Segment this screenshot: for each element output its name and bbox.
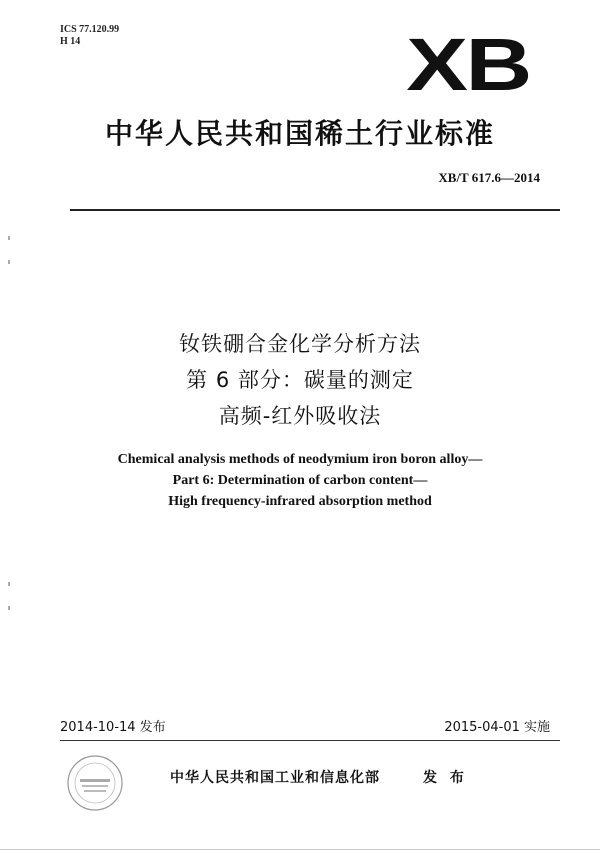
- publish-label: 发 布: [423, 770, 468, 786]
- publisher-name: 中华人民共和国工业和信息化部: [170, 770, 380, 786]
- header-divider: [70, 209, 560, 211]
- scan-mark: [8, 236, 10, 240]
- standard-type-title: 中华人民共和国稀土行业标准: [104, 117, 495, 150]
- class-code: H 14: [60, 36, 81, 47]
- xb-logo: XB: [406, 23, 530, 106]
- seal-stamp-icon: [66, 754, 124, 812]
- zh-title-line-3: 高频-红外吸收法: [218, 404, 382, 428]
- en-title-line-3: High frequency-infrared absorption method: [168, 494, 432, 509]
- zh-title-line-2: 第 6 部分：碳量的测定: [186, 368, 414, 392]
- zh-title-line-1: 钕铁硼合金化学分析方法: [179, 332, 421, 356]
- ics-code: ICS 77.120.99: [60, 24, 120, 35]
- standard-number: XB/T 617.6—2014: [438, 170, 540, 185]
- classification-codes: [60, 24, 119, 48]
- en-title-line-1: Chemical analysis methods of neodymium iron boron alloy—: [117, 452, 483, 467]
- scan-mark: [8, 606, 10, 610]
- scan-edge: [0, 849, 600, 850]
- implement-date: 2015-04-01 实施: [444, 720, 550, 735]
- scan-mark: [8, 260, 10, 264]
- en-title-line-2: Part 6: Determination of carbon content—: [172, 473, 428, 488]
- scan-mark: [8, 582, 10, 586]
- issue-date: 2014-10-14 发布: [60, 720, 166, 735]
- footer-divider: [60, 740, 560, 741]
